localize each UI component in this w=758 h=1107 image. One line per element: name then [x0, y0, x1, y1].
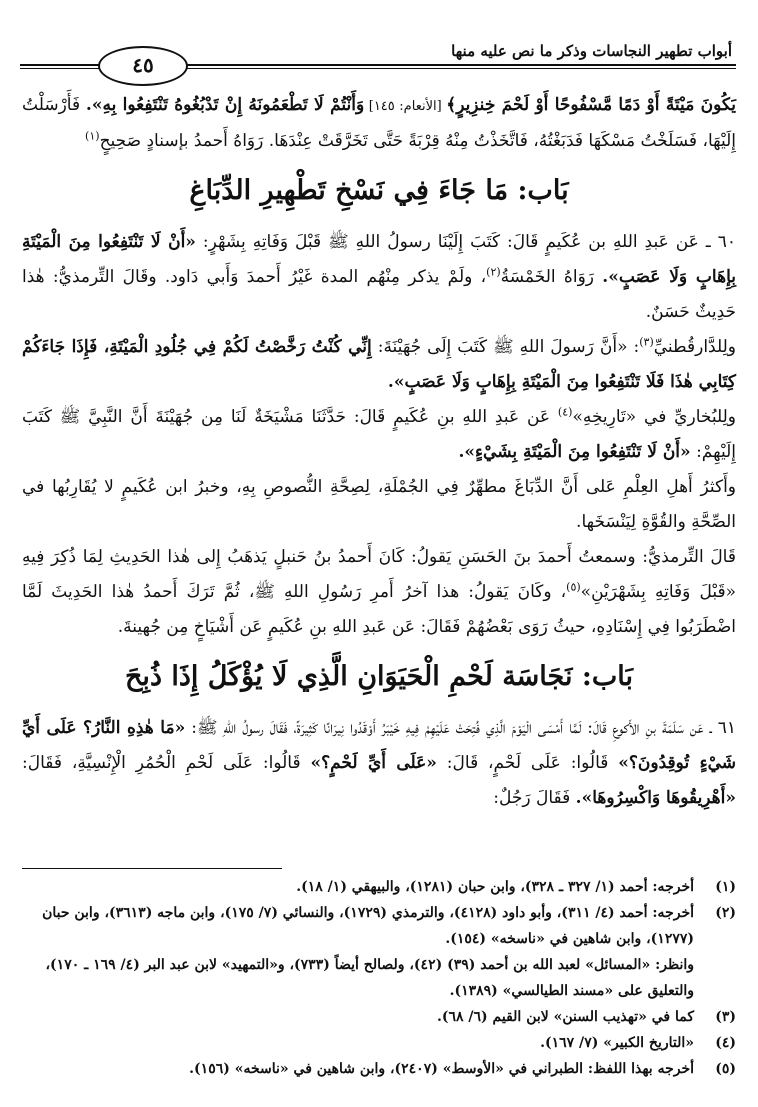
- footnote-number: (١): [715, 879, 736, 895]
- footnote-text: «التاريخ الكبير» (٧/ ١٦٧).: [540, 1035, 694, 1051]
- paragraph-text: قَالَ التِّرمذيُّ: وسمعتُ أَحمدَ بنَ الحَسَنِ يَقولُ: كَانَ أَحمدُ بنُ حَنبلٍ يَذهَبُ إِلى هٰذا الحَدِيثِ لِمَا ذُكِرَ فِيهِ «قَبْلَ وَفَاتِهِ بِشَهْرَيْنِ»: [22, 547, 736, 602]
- footnote-marker: (٣): [639, 335, 654, 349]
- paragraph-text: قَالُوا: عَلَى لَحْمٍ، قَالَ:: [436, 753, 619, 773]
- hadith-quote: «أَهْرِيقُوهَا وَاكْسِرُوهَا».: [575, 788, 736, 808]
- bukhari-paragraph: [22, 400, 736, 470]
- tirmidhi-paragraph: [22, 540, 736, 645]
- footnote-number: (٥): [715, 1061, 736, 1077]
- footnote-marker: (٤): [557, 405, 573, 419]
- footnote: [22, 1004, 736, 1030]
- page-header: [20, 42, 736, 82]
- footnote-separator: [22, 868, 282, 869]
- paragraph-text: رَوَاهُ الخَمْسَةُ: [500, 267, 603, 287]
- hadith-quote: وَأَنْتُمْ لَا تَطْعَمُونَهُ إِنْ تَدْبُغُوهُ تَنْتَفِعُوا بِهِ».: [85, 95, 365, 115]
- footnote: [22, 874, 736, 900]
- footnote-text: كما في «تهذيب السنن» لابن القيم (٦/ ٦٨).: [436, 1009, 694, 1025]
- footnotes: [22, 874, 736, 1082]
- intro-paragraph: [22, 88, 736, 159]
- hadith-quote: «أَنْ لَا تَنْتَفِعُوا مِنَ الْمَيْتَةِ بِإِهَابٍ وَلَا عَصَبٍ».: [22, 232, 736, 287]
- footnote: [22, 1056, 736, 1082]
- paragraph-text: عَن عَبدِ اللهِ بنِ عُكَيمٍ قَالَ: حَدَّثَنَا مَشْيَخَةٌ لَنَا مِن جُهَيْنَةَ أَنَّ النَّبِيَّ ﷺ كَتَبَ إِلَيْهِمْ:: [22, 407, 736, 462]
- paragraph-text: فَقَالَ رَجُلٌ:: [493, 788, 576, 808]
- footnote-number: (٣): [715, 1009, 736, 1025]
- paragraph-text: ٦٠ ـ عَن عَبدِ اللهِ بن عُكَيمٍ قَالَ: كَتَبَ إِلَيْنَا رسولُ اللهِ ﷺ قَبْلَ وَفَاتِهِ بِشَهْرٍ:: [195, 232, 736, 252]
- paragraph-text: ٦١ ـ عَن سَلَمَةَ بنِ الأَكوعِ قَالَ: لَمَّا أَمْسَى الْيَوْمَ الَّذِي فُتِحَتْ عَلَيْهِمْ فِيهِ خَيْبَرُ أَوْقَدُوا نِيرَانًا كَثِيرَةً، فَقَالَ رسولُ اللهِ ﷺ:: [185, 718, 737, 738]
- hadith-quote: «مَا هٰذِهِ النَّارُ؟ عَلَى أَيِّ شَيْءٍ تُوقِدُونَ؟»: [22, 718, 736, 773]
- paragraph-text: : «أَنَّ رَسولَ اللهِ ﷺ كَتَبَ إِلَى جُهَيْنَةَ:: [371, 337, 640, 357]
- footnote: [22, 1030, 736, 1056]
- hadith-61: [22, 711, 736, 816]
- paragraph-text: ، وكَانَ يَقولُ: هذا آخرُ أَمرِ رَسُولِ اللهِ ﷺ، ثُمَّ تَرَكَ أَحمدُ هٰذا الحَدِيثَ لَمَّا اضْطَرَبُوا فِي إِسْنَادِهِ، حيثُ رَوَى بَعْضُهُمْ فَقَالَ: عَن عَبدِ اللهِ بنِ عُكَيمٍ عَن أَشْيَاخٍ مِن جُهينةَ.: [22, 582, 736, 637]
- verse-reference: [الأنعام: ١٤٥]: [364, 99, 447, 114]
- footnote: [22, 900, 736, 952]
- paragraph-text: ولِلبُخاريِّ في «تَارِيخِهِ»: [572, 407, 736, 427]
- footnote-text: أخرجه بهذا اللفظ: الطبراني في «الأوسط» (٢٤٠٧)، وابن شاهين في «ناسخه» (١٥٦).: [189, 1061, 694, 1077]
- hadith-60: [22, 225, 736, 330]
- paragraph-text: فَأَرْسَلْتُ إِلَيْهَا، فَسَلَخْتُ مَسْكَهَا فَدَبَغْتُهُ، فَاتَّخَذْتُ مِنْهُ قِرْبَةً حَتَّى تَخَرَّقَتْ عِنْدَهَا. رَوَاهُ أَحمدُ بإسنادٍ صَحِيحٍ: [22, 95, 736, 151]
- footnote-marker: (٢): [486, 265, 501, 279]
- footnote: [22, 952, 736, 1004]
- footnote-marker: (١): [85, 129, 100, 143]
- hadith-quote: «عَلَى أَيِّ لَحْمٍ؟»: [310, 753, 437, 773]
- footnote-text: أخرجه: أحمد (٤/ ٣١١)، وأبو داود (٤١٢٨)، والترمذي (١٧٢٩)، والنسائي (٧/ ١٧٥)، وابن ماجه (٣٦١٣)، وابن حبان (١٢٧٧)، وابن شاهين في «ناسخه» (١٥٤).: [42, 905, 694, 947]
- hadith-quote: إِنِّي كُنْتُ رَخَّصْتُ لَكُمْ فِي جُلُودِ الْمَيْتَةِ، فَإِذَا جَاءَكُمْ كِتَابِي هٰذَا فَلَا تَنْتَفِعُوا مِنَ الْمَيْتَةِ بِإِهَابٍ وَلَا عَصَبٍ».: [22, 337, 736, 392]
- footnote-number: (٢): [715, 905, 736, 921]
- paragraph-text: ولِلدَّارقُطنيِّ: [653, 337, 736, 357]
- paragraph-text: قَالُوا: عَلَى لَحْمِ الْحُمُرِ الْإِنْسِيَّةِ، فَقَالَ:: [22, 753, 311, 773]
- footnote-text: أخرجه: أحمد (١/ ٣٢٧ ـ ٣٢٨)، وابن حبان (١٢٨١)، والبيهقي (١/ ١٨).: [296, 879, 694, 895]
- quran-verse: يَكُونَ مَيْتَةً أَوْ دَمًا مَّسْفُوحًا أَوْ لَحْمَ خِنزِيرٍ﴾: [446, 95, 737, 115]
- page-number: ٤٥: [98, 46, 188, 86]
- chapter-heading: بَاب: نَجَاسَة لَحْمِ الْحَيَوَانِ الَّذِي لَا يُؤْكَلُ إِذَا ذُبِحَ: [125, 661, 633, 692]
- scholars-paragraph: وأَكثرُ أَهلِ العِلْمِ عَلى أَنَّ الدِّبَاغَ مطهِّرٌ فِي الجُمْلَةِ، لِصِحَّةِ النُّصوصِ بِهِ، وخبرُ ابن عُكَيمٍ لا يُقَارِبُها في الصِّحَّةِ والقُوَّةِ لِيَنْسَخَها.: [22, 477, 736, 532]
- hadith-quote: «أَنْ لَا تَنْتَفِعُوا مِنَ الْمَيْتَةِ بِشَيْءٍ».: [458, 442, 691, 462]
- running-title: أبواب تطهير النجاسات وذكر ما نص عليه منها: [443, 42, 732, 60]
- main-text: [22, 88, 736, 816]
- footnote-text: وانظر: «المسائل» لعبد الله بن أحمد (٣٩) (٤٢)، ولصالح أيضاً (٧٣٣)، و«التمهيد» لابن عبد البر (٤/ ١٦٩ ـ ١٧٠)، والتعليق على «مسند الطيالسي» (١٣٨٩).: [45, 957, 694, 999]
- chapter-heading: بَاب: مَا جَاءَ فِي نَسْخِ تَطْهِيرِ الدِّبَاغِ: [189, 175, 569, 206]
- footnote-marker: (٥): [566, 580, 581, 594]
- paragraph-text: ، ولَمْ يذكر مِنْهُم المدة غَيْرُ أَحمدَ وَأَبي دَاود. وقَالَ التِّرمذيُّ: هٰذا حَدِيثٌ حَسَنٌ.: [22, 267, 736, 322]
- footnote-number: (٤): [715, 1035, 736, 1051]
- daraqutni-paragraph: [22, 330, 736, 400]
